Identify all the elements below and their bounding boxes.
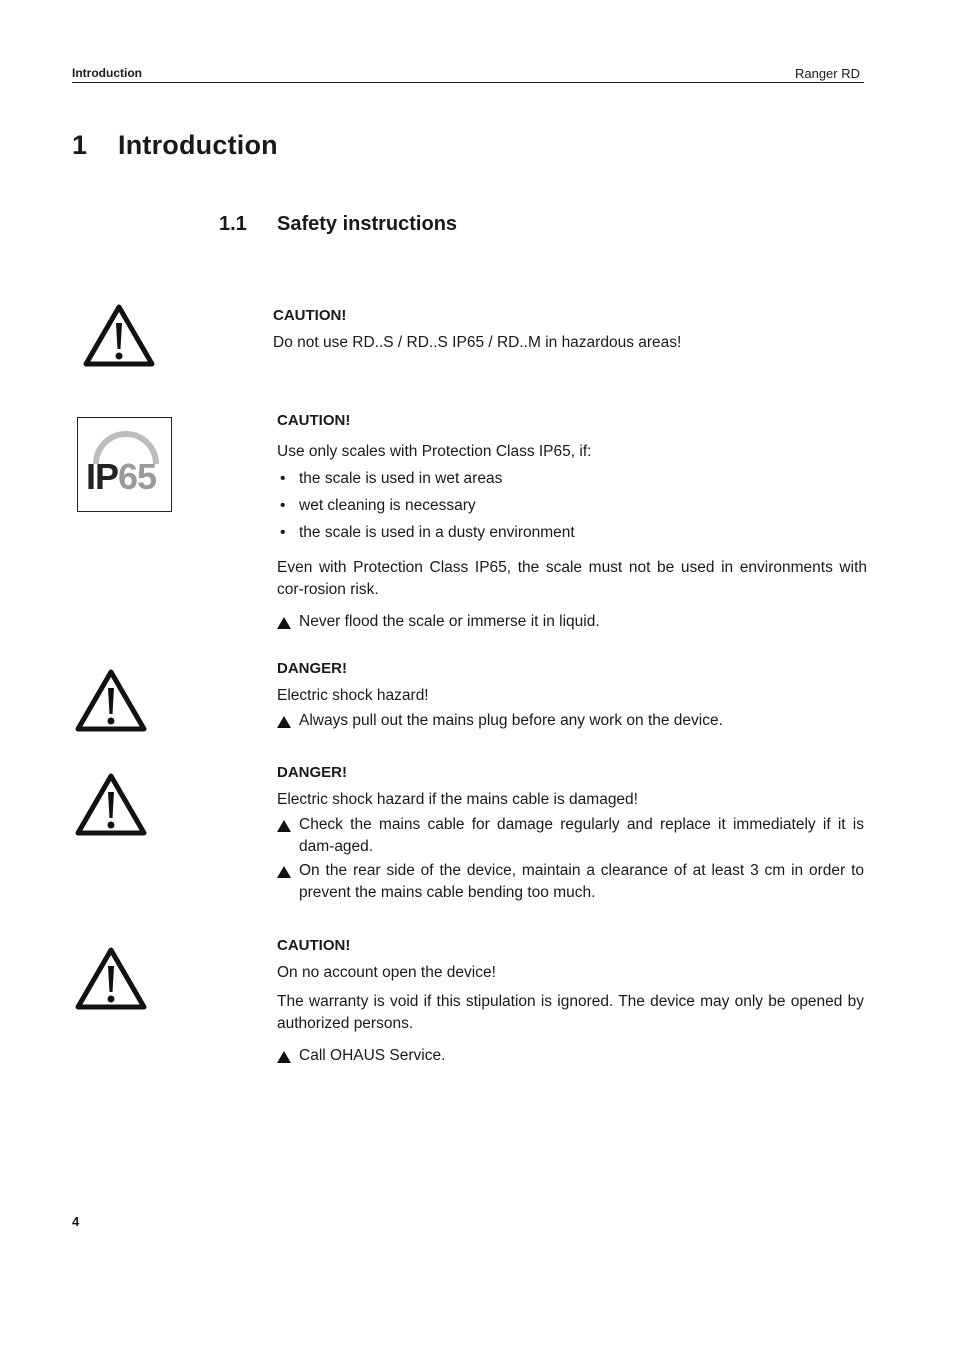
warning-triangle-icon bbox=[74, 668, 148, 733]
ip-rating: 65 bbox=[118, 456, 157, 497]
ip65-icon bbox=[77, 417, 172, 512]
notice-danger-shock bbox=[277, 658, 867, 732]
header-divider bbox=[72, 82, 864, 83]
action-triangle-icon bbox=[277, 1051, 291, 1063]
notice-caution-hazardous bbox=[273, 305, 865, 354]
notice-intro: Use only scales with Protection Class IP65, if: bbox=[277, 443, 592, 460]
chapter-title: Introduction bbox=[118, 130, 278, 160]
notice-caution-open bbox=[277, 935, 864, 1067]
notice-intro: Electric shock hazard! bbox=[277, 687, 429, 704]
notice-intro: Electric shock hazard if the mains cable is damaged! bbox=[277, 791, 638, 808]
section-title: Safety instructions bbox=[277, 213, 458, 235]
notice-note: Even with Protection Class IP65, the scale must not be used in environments with cor-rosion risk. bbox=[277, 559, 867, 598]
notice-danger-cable bbox=[277, 762, 864, 904]
action-triangle-icon bbox=[277, 820, 291, 832]
chapter-heading bbox=[72, 130, 278, 161]
ip-prefix: IP bbox=[86, 456, 119, 497]
notice-label: CAUTION! bbox=[277, 412, 351, 429]
notice-label: DANGER! bbox=[277, 660, 347, 677]
action-step: Check the mains cable for damage regularly and replace it immediately if it is dam-aged. bbox=[277, 814, 864, 858]
chapter-number: 1 bbox=[72, 130, 88, 160]
warning-triangle-icon bbox=[74, 772, 148, 837]
section-heading bbox=[219, 213, 457, 236]
action-step: Always pull out the mains plug before any work on the device. bbox=[277, 710, 867, 732]
running-header-section: Introduction bbox=[72, 66, 142, 80]
list-item: • the scale is used in a dusty environment bbox=[277, 522, 867, 544]
action-triangle-icon bbox=[277, 716, 291, 728]
list-item: • wet cleaning is necessary bbox=[277, 495, 867, 517]
running-header-product: Ranger RD bbox=[794, 66, 860, 81]
notice-intro: On no account open the device! bbox=[277, 964, 496, 981]
action-triangle-icon bbox=[277, 866, 291, 878]
section-number: 1.1 bbox=[219, 213, 247, 235]
warning-triangle-icon bbox=[82, 303, 156, 368]
notice-label: DANGER! bbox=[277, 764, 347, 781]
page-number: 4 bbox=[72, 1214, 80, 1229]
notice-label: CAUTION! bbox=[273, 307, 347, 324]
list-item: • the scale is used in wet areas bbox=[277, 468, 867, 490]
warning-triangle-icon bbox=[74, 946, 148, 1011]
notice-caution-ip65 bbox=[277, 410, 867, 633]
action-step: On the rear side of the device, maintain a clearance of at least 3 cm in order to prevent the mains cable bending too much. bbox=[277, 860, 864, 904]
action-step: Call OHAUS Service. bbox=[277, 1045, 864, 1067]
notice-label: CAUTION! bbox=[277, 937, 351, 954]
action-step: Never flood the scale or immerse it in liquid. bbox=[277, 611, 867, 633]
action-triangle-icon bbox=[277, 617, 291, 629]
notice-note: The warranty is void if this stipulation is ignored. The device may only be opened by authorized persons. bbox=[277, 993, 864, 1032]
notice-text: Do not use RD..S / RD..S IP65 / RD..M in hazardous areas! bbox=[273, 334, 682, 351]
